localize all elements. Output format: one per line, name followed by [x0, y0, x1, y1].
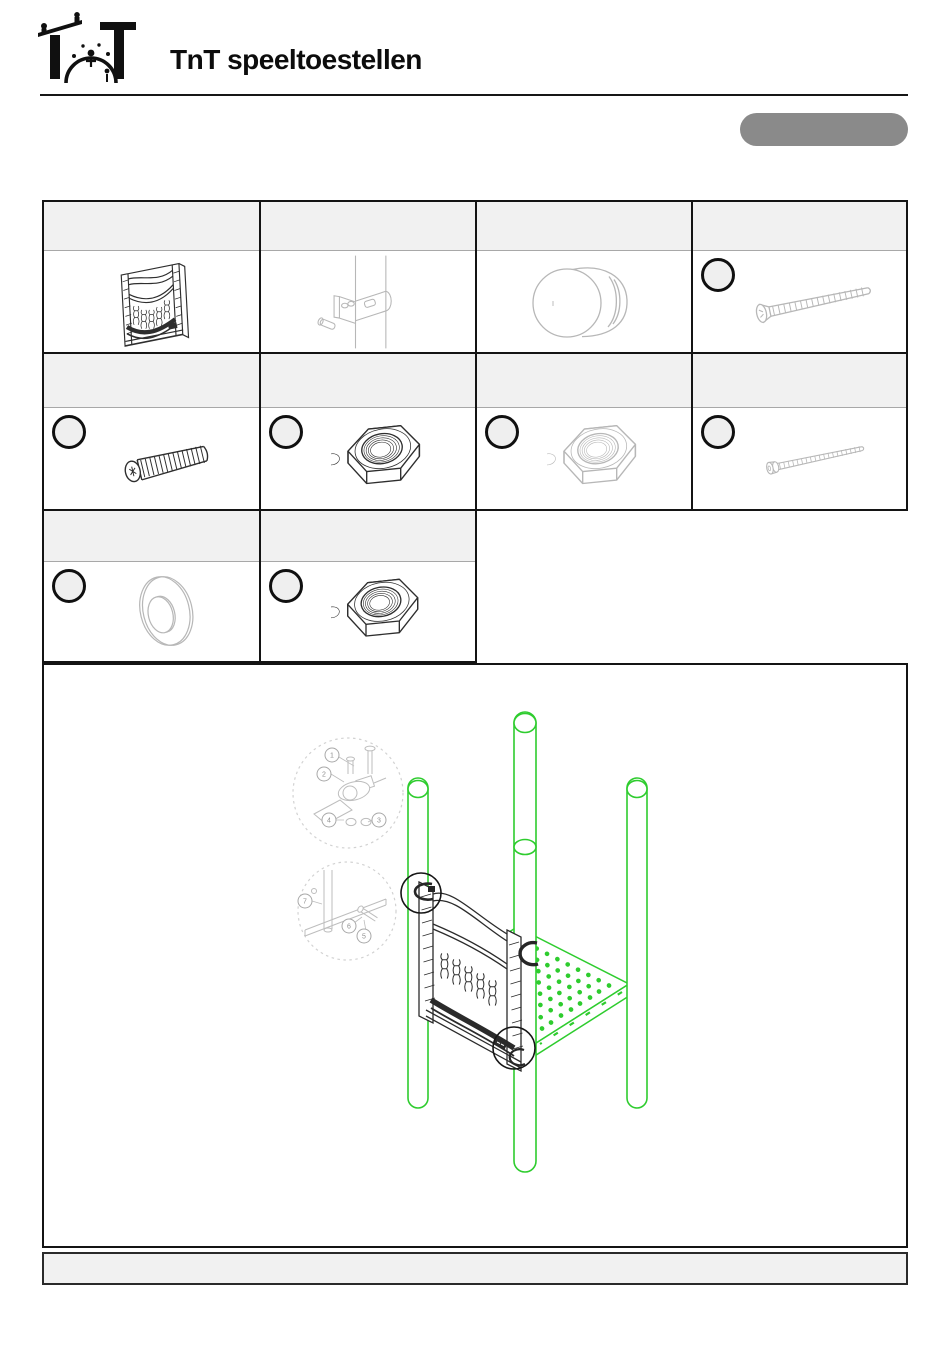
- round-cap-icon: [529, 256, 639, 348]
- assembly-diagram-box: [42, 663, 908, 1248]
- balloon-number: 2: [322, 771, 326, 779]
- part-cell-header: [477, 202, 691, 251]
- item-badge: [269, 569, 303, 603]
- part-cell-header: [44, 354, 259, 408]
- part-cell-body: [261, 562, 475, 660]
- balloon-number: 1: [330, 752, 334, 760]
- part-cell-nut-2: [475, 352, 693, 511]
- part-cell-body: [477, 408, 691, 508]
- pole-right: [627, 778, 647, 1108]
- part-cell-body: [261, 408, 475, 508]
- part-cell-header: [44, 511, 259, 562]
- item-badge: [701, 415, 735, 449]
- tnt-logo-icon: [36, 12, 154, 90]
- item-badge: [52, 415, 86, 449]
- baluster-panel-icon: [96, 252, 208, 352]
- balloon-number: 3: [377, 817, 381, 825]
- part-cell-nut-1: [259, 352, 477, 511]
- assembly-diagram: [44, 665, 906, 1246]
- item-badge: [701, 258, 735, 292]
- hex-nut-icon: [331, 415, 433, 501]
- detail-circle-clamp: [293, 738, 403, 848]
- flat-head-bolt-icon: [745, 272, 885, 332]
- hex-nut-icon: [331, 569, 431, 653]
- part-cell-panel: [42, 200, 261, 354]
- part-cell-header: [261, 354, 475, 408]
- part-cell-header: [44, 202, 259, 251]
- torx-screw-icon: [115, 432, 223, 484]
- part-cell-nut-3: [259, 509, 477, 663]
- part-cell-washer: [42, 509, 261, 663]
- socket-head-bolt-icon: [759, 435, 877, 481]
- part-cell-header: [261, 511, 475, 562]
- part-cell-flat-bolt: [691, 200, 908, 354]
- balloon-number: 7: [303, 898, 307, 906]
- part-cell-body: [44, 562, 259, 660]
- balloon-numbers: [303, 899, 366, 941]
- balloon-number: 6: [347, 923, 351, 931]
- part-cell-clamp: [259, 200, 477, 354]
- part-cell-cap: [475, 200, 693, 354]
- item-badge: [485, 415, 519, 449]
- part-cell-body: [44, 251, 259, 352]
- part-cell-header: [693, 354, 906, 408]
- part-cell-thin-bolt: [691, 352, 908, 511]
- part-cell-body: [44, 408, 259, 508]
- item-badge: [269, 415, 303, 449]
- detail-circle-post-base: [298, 862, 396, 960]
- part-cell-body: [477, 251, 691, 352]
- part-cell-torx-screw: [42, 352, 261, 511]
- hex-nut-icon: [547, 415, 649, 501]
- title-pill: [740, 113, 908, 146]
- header-divider: [40, 94, 908, 96]
- pole-clamp-icon: [305, 252, 431, 352]
- page-title: TnT speeltoestellen: [170, 44, 422, 75]
- part-cell-header: [477, 354, 691, 408]
- part-cell-body: [693, 251, 906, 352]
- balloon-number: 5: [362, 933, 366, 941]
- baluster-panel-assembly: [419, 882, 523, 1071]
- part-cell-body: [693, 408, 906, 508]
- washer-icon: [115, 564, 211, 658]
- part-cell-header: [693, 202, 906, 251]
- footer-bar: [42, 1252, 908, 1285]
- item-badge: [52, 569, 86, 603]
- part-cell-header: [261, 202, 475, 251]
- balloon-number: 4: [327, 817, 331, 825]
- part-cell-body: [261, 251, 475, 352]
